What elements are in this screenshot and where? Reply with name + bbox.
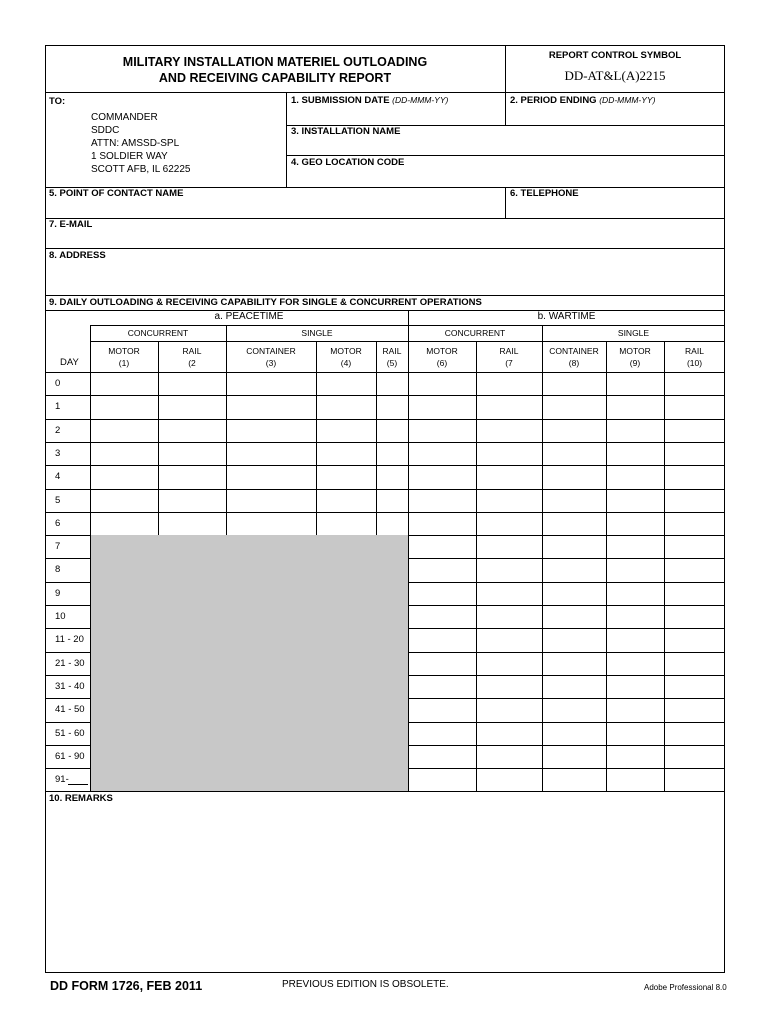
capability-cell[interactable] [410,445,474,462]
software-note: Adobe Professional 8.0 [644,983,727,992]
telephone-label: 6. TELEPHONE [510,188,579,199]
capability-cell[interactable] [478,468,540,485]
capability-cell[interactable] [228,445,314,462]
column-number: (6) [436,358,448,368]
capability-cell[interactable] [666,538,723,555]
table-row-divider [408,605,725,606]
group-header-top [90,325,725,326]
to-address-line: COMMANDER [91,112,158,123]
capability-cell[interactable] [410,561,474,578]
address-field[interactable] [50,266,715,290]
capability-cell[interactable] [544,422,604,439]
day-label: 11 - 20 [55,634,84,646]
address-label: 8. ADDRESS [49,250,106,261]
table-column-divider [664,341,665,791]
column-name: MOTOR [619,346,651,356]
capability-cell[interactable] [92,515,156,532]
to-address-line: ATTN: AMSSD-SPL [91,138,180,149]
capability-cell[interactable] [92,375,156,392]
capability-cell[interactable] [608,375,662,392]
capability-cell[interactable] [666,631,723,648]
capability-cell[interactable] [92,492,156,509]
report-control-symbol-value: DD-AT&L(A)2215 [564,68,666,83]
to-address-line: SDDC [91,125,120,136]
capability-cell[interactable] [666,748,723,765]
capability-cell[interactable] [666,701,723,718]
period-ending-format: (DD-MMM-YY) [599,95,656,105]
data-rows-top [45,372,725,373]
table-title: 9. DAILY OUTLOADING & RECEIVING CAPABILITY FOR SINGLE & CONCURRENT OPERATIONS [49,297,482,308]
table-row-divider [408,628,725,629]
capability-cell[interactable] [410,492,474,509]
capability-cell[interactable] [318,445,374,462]
column-number: (7 [505,358,513,368]
peacetime-header: a. PEACETIME [214,311,284,322]
table-row-divider [408,558,725,559]
capability-cell[interactable] [378,422,406,439]
column-name: CONTAINER [246,346,296,356]
capability-cell[interactable] [608,515,662,532]
capability-cell[interactable] [410,655,474,672]
submission-date-format: (DD-MMM-YY) [392,95,449,105]
capability-cell[interactable] [160,468,224,485]
capability-cell[interactable] [410,771,474,788]
capability-cell[interactable] [410,585,474,602]
capability-cell[interactable] [666,771,723,788]
capability-cell[interactable] [378,492,406,509]
report-control-symbol-label: REPORT CONTROL SYMBOL [548,50,682,61]
capability-cell[interactable] [544,725,604,742]
to-divider [286,92,287,187]
day-label: 4 [55,471,61,483]
capability-cell[interactable] [608,771,662,788]
table-row-divider [45,558,90,559]
capability-cell[interactable] [478,561,540,578]
capability-cell[interactable] [410,725,474,742]
header-bottom [45,92,725,93]
table-bottom [45,791,725,792]
table-column-divider [542,341,543,791]
table-row-divider [45,745,90,746]
table-row-divider [45,489,725,490]
capability-cell[interactable] [544,468,604,485]
capability-cell[interactable] [608,398,662,415]
capability-cell[interactable] [478,375,540,392]
capability-cell[interactable] [410,678,474,695]
column-name: RAIL [182,346,202,356]
wartime-header: b. WARTIME [537,311,596,322]
table-row-divider [408,652,725,653]
day-91-blank-line [68,784,88,785]
capability-cell[interactable] [478,631,540,648]
day-label: 1 [55,401,61,413]
table-column-divider [606,341,607,791]
capability-cell[interactable] [608,445,662,462]
table-column-divider [476,341,477,791]
previous-edition-note: PREVIOUS EDITION IS OBSOLETE. [282,979,449,990]
table-row-divider [408,768,725,769]
group-divider [542,325,543,341]
capability-cell[interactable] [544,375,604,392]
capability-cell[interactable] [228,492,314,509]
capability-cell[interactable] [160,422,224,439]
period-ending-field[interactable] [511,107,716,122]
form-title-line2: AND RECEIVING CAPABILITY REPORT [158,71,392,85]
capability-cell[interactable] [544,538,604,555]
capability-cell[interactable] [410,631,474,648]
table-row-divider [408,675,725,676]
capability-cell[interactable] [666,678,723,695]
capability-cell[interactable] [318,398,374,415]
table-row-divider [408,535,725,536]
day-label: 3 [55,447,61,459]
to-address-line: 1 SOLDIER WAY [91,151,168,162]
column-number: (5) [386,358,398,368]
day-label: 9 [55,587,61,599]
capability-cell[interactable] [608,538,662,555]
geo-location-field[interactable] [292,170,712,185]
capability-cell[interactable] [666,375,723,392]
capability-cell[interactable] [544,492,604,509]
column-name: MOTOR [426,346,458,356]
capability-cell[interactable] [544,585,604,602]
capability-cell[interactable] [478,422,540,439]
capability-cell[interactable] [544,631,604,648]
capability-cell[interactable] [478,725,540,742]
row-7-top [45,218,725,219]
capability-cell[interactable] [478,701,540,718]
capability-cell[interactable] [478,398,540,415]
capability-cell[interactable] [160,492,224,509]
capability-cell[interactable] [478,608,540,625]
capability-cell[interactable] [608,748,662,765]
column-name: RAIL [499,346,519,356]
capability-cell[interactable] [228,422,314,439]
capability-cell[interactable] [410,422,474,439]
day-label: 6 [55,517,61,529]
to-label: TO: [49,96,66,107]
capability-cell[interactable] [378,445,406,462]
capability-cell[interactable] [608,631,662,648]
capability-cell[interactable] [92,445,156,462]
telephone-divider [505,187,506,218]
table-row-divider [45,419,725,420]
capability-cell[interactable] [478,748,540,765]
submission-date-label [291,95,448,106]
capability-cell[interactable] [228,375,314,392]
capability-cell[interactable] [544,608,604,625]
capability-cell[interactable] [608,561,662,578]
wartime-single: SINGLE [617,328,650,338]
column-name: MOTOR [330,346,362,356]
table-row-divider [45,535,90,536]
capability-cell[interactable] [666,468,723,485]
column-name: RAIL [382,346,402,356]
capability-cell[interactable] [410,468,474,485]
capability-cell[interactable] [544,678,604,695]
capability-cell[interactable] [228,468,314,485]
capability-cell[interactable] [666,515,723,532]
capability-cell[interactable] [608,678,662,695]
remarks-label: 10. REMARKS [49,793,113,804]
day-column-header: DAY [60,357,79,368]
column-name: RAIL [685,346,704,356]
peacetime-single: SINGLE [301,328,333,338]
row-8-top [45,248,725,249]
column-number: (3) [265,358,277,368]
capability-cell[interactable] [410,608,474,625]
capability-cell[interactable] [666,585,723,602]
capability-cell[interactable] [378,468,406,485]
capability-cell[interactable] [228,398,314,415]
peacetime-na-shading [91,535,408,791]
capability-cell[interactable] [478,515,540,532]
capability-cell[interactable] [478,445,540,462]
capability-cell[interactable] [666,422,723,439]
column-number: (2 [188,358,196,368]
capability-cell[interactable] [608,492,662,509]
capability-cell[interactable] [378,398,406,415]
capability-cell[interactable] [666,561,723,578]
table-row-divider [45,512,725,513]
period-ending-text: 2. PERIOD ENDING [510,95,597,106]
table-row-divider [45,582,90,583]
day-label: 21 - 30 [55,657,85,669]
column-name: CONTAINER [549,346,599,356]
installation-name-field[interactable] [292,139,712,154]
column-number: (9) [629,358,641,368]
peace-war-divider [408,310,409,791]
capability-cell[interactable] [318,468,374,485]
capability-cell[interactable] [666,445,723,462]
capability-cell[interactable] [666,398,723,415]
column-number: (4) [340,358,352,368]
capability-cell[interactable] [666,725,723,742]
peacetime-concurrent: CONCURRENT [127,328,189,338]
day-label: 7 [55,541,61,553]
table-row-divider [45,698,90,699]
poc-name-label: 5. POINT OF CONTACT NAME [49,188,184,199]
form-title-line1: MILITARY INSTALLATION MATERIEL OUTLOADING [122,55,428,69]
capability-cell[interactable] [318,422,374,439]
table-row-divider [45,395,725,396]
column-number: (8) [568,358,580,368]
table-row-divider [45,628,90,629]
remarks-field[interactable] [50,808,720,968]
capability-cell[interactable] [608,422,662,439]
day-label: 61 - 90 [55,750,85,762]
column-header-top [90,341,725,342]
table-row-divider [45,675,90,676]
table-top [45,295,725,296]
capability-cell[interactable] [92,398,156,415]
capability-cell[interactable] [478,585,540,602]
capability-cell[interactable] [160,398,224,415]
capability-cell[interactable] [608,608,662,625]
table-row-divider [45,768,90,769]
day-label: 31 - 40 [55,680,85,692]
group-divider [226,325,227,341]
table-column-divider [316,341,317,535]
capability-cell[interactable] [478,492,540,509]
capability-cell[interactable] [318,492,374,509]
capability-cell[interactable] [544,398,604,415]
telephone-field[interactable] [511,201,716,216]
table-row-divider [45,722,90,723]
capability-cell[interactable] [160,375,224,392]
capability-cell[interactable] [318,375,374,392]
table-row-divider [408,698,725,699]
day-label: 91- [55,774,69,786]
capability-cell[interactable] [478,538,540,555]
capability-cell[interactable] [544,701,604,718]
form-number: DD FORM 1726, FEB 2011 [50,979,203,993]
capability-cell[interactable] [410,701,474,718]
poc-name-field[interactable] [50,201,500,216]
capability-cell[interactable] [160,515,224,532]
email-label: 7. E-MAIL [49,219,93,230]
day-label: 0 [55,378,61,389]
capability-cell[interactable] [410,398,474,415]
day-label: 41 - 50 [55,704,85,716]
day-label: 10 [55,611,66,622]
capability-cell[interactable] [410,375,474,392]
capability-cell[interactable] [410,515,474,532]
day-label: 5 [55,494,61,506]
capability-cell[interactable] [378,375,406,392]
table-row-divider [408,722,725,723]
table-column-divider [376,341,377,535]
capability-cell[interactable] [608,655,662,672]
geo-location-label: 4. GEO LOCATION CODE [291,157,405,168]
capability-cell[interactable] [160,445,224,462]
submission-date-field[interactable] [292,107,497,122]
capability-cell[interactable] [544,771,604,788]
capability-cell[interactable] [92,422,156,439]
capability-cell[interactable] [378,515,406,532]
installation-name-label: 3. INSTALLATION NAME [291,126,401,137]
column-number: (1) [118,358,130,368]
column-name: MOTOR [108,346,140,356]
capability-cell[interactable] [228,515,314,532]
table-column-divider [158,341,159,535]
capability-cell[interactable] [410,538,474,555]
capability-cell[interactable] [666,608,723,625]
capability-cell[interactable] [608,725,662,742]
day-label: 51 - 60 [55,727,85,739]
table-row-divider [45,465,725,466]
capability-cell[interactable] [544,655,604,672]
capability-cell[interactable] [92,468,156,485]
period-ending-label [510,95,655,106]
table-row-divider [45,652,90,653]
capability-cell[interactable] [318,515,374,532]
capability-cell[interactable] [666,492,723,509]
capability-cell[interactable] [608,468,662,485]
column-number: (10) [686,358,703,368]
day-label: 8 [55,564,61,576]
table-row-divider [45,442,725,443]
capability-cell[interactable] [478,678,540,695]
submission-date-text: 1. SUBMISSION DATE [291,95,390,106]
capability-cell[interactable] [608,701,662,718]
table-row-divider [408,745,725,746]
email-field[interactable] [50,232,715,247]
row-4-top [286,155,725,156]
capability-cell[interactable] [544,515,604,532]
capability-cell[interactable] [478,771,540,788]
day-label: 2 [55,424,61,436]
to-address-line: SCOTT AFB, IL 62225 [91,164,191,175]
table-row-divider [408,582,725,583]
capability-cell[interactable] [478,655,540,672]
capability-cell[interactable] [544,748,604,765]
capability-cell[interactable] [666,655,723,672]
capability-cell[interactable] [608,585,662,602]
table-column-divider [226,341,227,535]
wartime-concurrent: CONCURRENT [444,328,506,338]
capability-cell[interactable] [410,748,474,765]
capability-cell[interactable] [544,561,604,578]
capability-cell[interactable] [544,445,604,462]
table-row-divider [45,605,90,606]
